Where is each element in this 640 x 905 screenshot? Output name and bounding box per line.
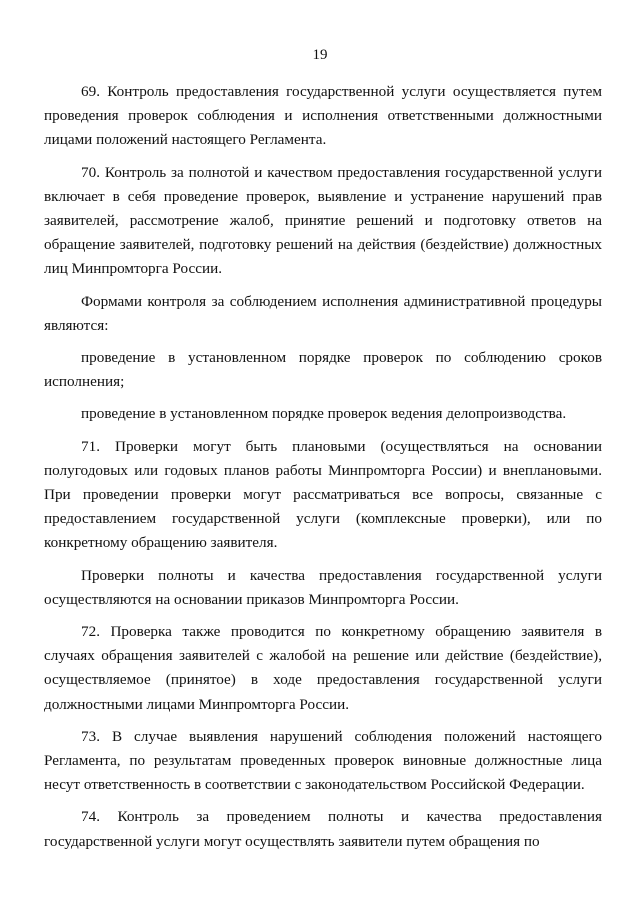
document-body bbox=[44, 80, 602, 862]
paragraph-control-forms: Формами контроля за соблюдением исполнения административной процедуры являются: bbox=[44, 292, 602, 334]
page-number: 19 bbox=[312, 47, 328, 63]
paragraph-inspection-orders: Проверки полноты и качества предоставления государственной услуги осуществляются на основании приказов Минпромторга России. bbox=[44, 566, 602, 608]
paragraph-records-checks: проведение в установленном порядке проверок ведения делопроизводства. bbox=[81, 405, 567, 423]
paragraph-73: 73. В случае выявления нарушений соблюдения положений настоящего Регламента, по результатам проведенных проверок виновные должностные лица несут ответственность в соответствии с законодательством Российской Федерации. bbox=[44, 727, 602, 794]
paragraph-72: 72. Проверка также проводится по конкретному обращению заявителя в случаях обращения заявителей с жалобой на решение или действие (бездействие), осуществляемое (принятое) в ходе предоставления государственной услуги должностными лицами Минпромторга России. bbox=[44, 623, 602, 713]
paragraph-70: 70. Контроль за полнотой и качеством предоставления государственной услуги включает в себя проведение проверок, выявление и устранение нарушений прав заявителей, рассмотрение жалоб, принятие решений и подготовку ответов на обращение заявителей, подготовку решений на действия (бездействие) должностных лиц Минпромторга России. bbox=[44, 163, 602, 278]
paragraph-69: 69. Контроль предоставления государственной услуги осуществляется путем проведения проверок соблюдения и исполнения ответственными должностными лицами положений настоящего Регламента. bbox=[44, 83, 602, 149]
paragraph-74: 74. Контроль за проведением полноты и качества предоставления государственной услуги могут осуществлять заявители путем обращения по bbox=[44, 808, 602, 850]
paragraph-71: 71. Проверки могут быть плановыми (осуществляться на основании полугодовых или годовых планов работы Минпромторга России) и внеплановыми. При проведении проверки могут рассматриваться все вопросы, связанные с предоставлением государственной услуги (комплексные проверки), или по конкретному обращению заявителя. bbox=[44, 437, 602, 552]
paragraph-deadline-checks: проведение в установленном порядке проверок по соблюдению сроков исполнения; bbox=[44, 349, 602, 391]
